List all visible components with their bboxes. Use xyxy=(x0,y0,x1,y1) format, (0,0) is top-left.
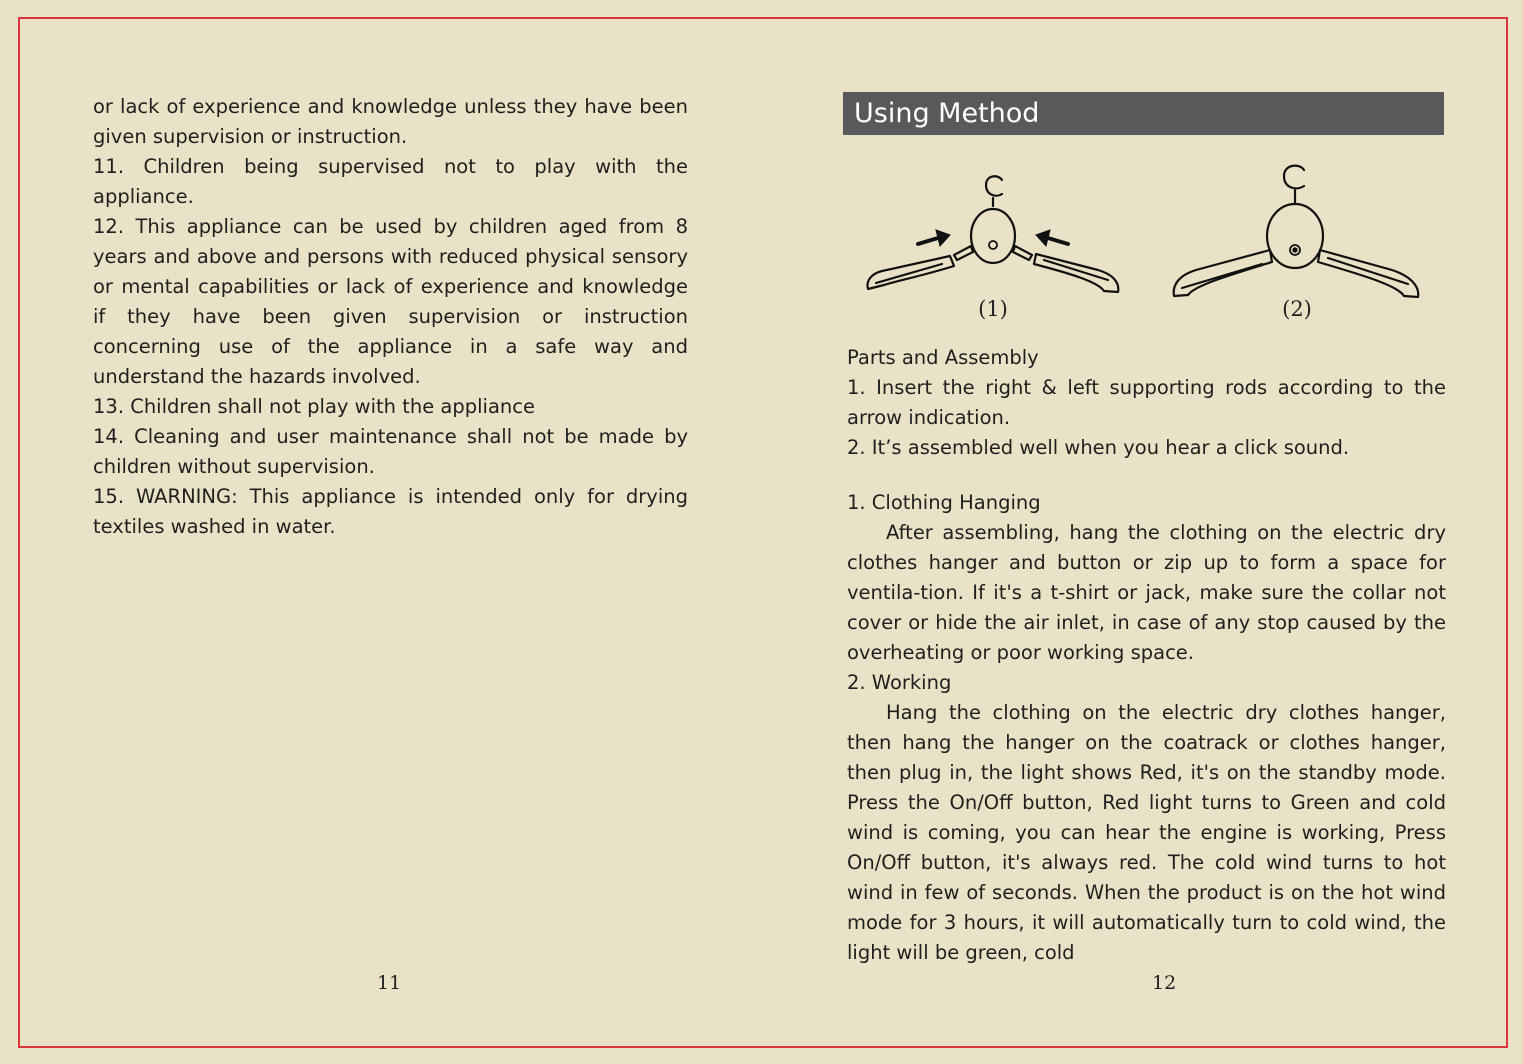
page-number-left: 11 xyxy=(377,972,402,994)
paragraph: or lack of experience and knowledge unless they have been given supervision or instruction. xyxy=(93,95,688,148)
figure-assembly xyxy=(862,158,1124,323)
paragraph: 12. This appliance can be used by children aged from 8 years and above and persons with reduced physical sensory or mental capabilities or lack of experience and knowledge if they have been given supervision or instruction concerning use of the appliance in a safe way and understand the hazards involved. xyxy=(93,215,688,388)
paragraph: 14. Cleaning and user maintenance shall not be made by children without supervision. xyxy=(93,425,688,478)
hanger-assembly-arrows-icon xyxy=(862,158,1124,298)
paragraph: 15. WARNING: This appliance is intended only for drying textiles washed in water. xyxy=(93,485,688,538)
paragraph: 11. Children being supervised not to play with the appliance. xyxy=(93,155,688,208)
figure-assembled xyxy=(1166,158,1428,323)
figure-caption: (2) xyxy=(1282,297,1312,321)
parts-step: 2. It’s assembled well when you hear a click sound. xyxy=(847,436,1350,459)
hanging-text: After assembling, hang the clothing on the electric dry clothes hanger and button or zip up to form a space for ventila-tion. If it's a t-shirt or jack, make sure the collar not cover or hide the air inlet, in case of any stop caused by the overheating or poor working space. xyxy=(847,521,1446,664)
paragraph: 13. Children shall not play with the appliance xyxy=(93,395,535,418)
spacer xyxy=(847,463,1446,488)
section-title: Using Method xyxy=(843,92,1444,135)
parts-heading: Parts and Assembly xyxy=(847,346,1039,369)
figure-caption: (1) xyxy=(978,297,1008,321)
right-page-text xyxy=(847,343,1446,968)
hanging-heading: 1. Clothing Hanging xyxy=(847,491,1041,514)
hanger-assembled-icon xyxy=(1166,158,1428,298)
working-heading: 2. Working xyxy=(847,671,952,694)
parts-step: 1. Insert the right & left supporting rods according to the arrow indication. xyxy=(847,376,1446,429)
left-page xyxy=(93,92,688,542)
page-number-right: 12 xyxy=(1152,972,1177,994)
working-text: Hang the clothing on the electric dry clothes hanger, then hang the hanger on the coatrack or clothes hanger, then plug in, the light shows Red, it's on the standby mode. Press the On/Off button, Red light turns to Green and cold wind is coming, you can hear the engine is working, Press On/Off button, it's always red. The cold wind turns to hot wind in few of seconds. When the product is on the hot wind mode for 3 hours, it will automatically turn to cold wind, the light will be green, cold xyxy=(847,701,1446,964)
